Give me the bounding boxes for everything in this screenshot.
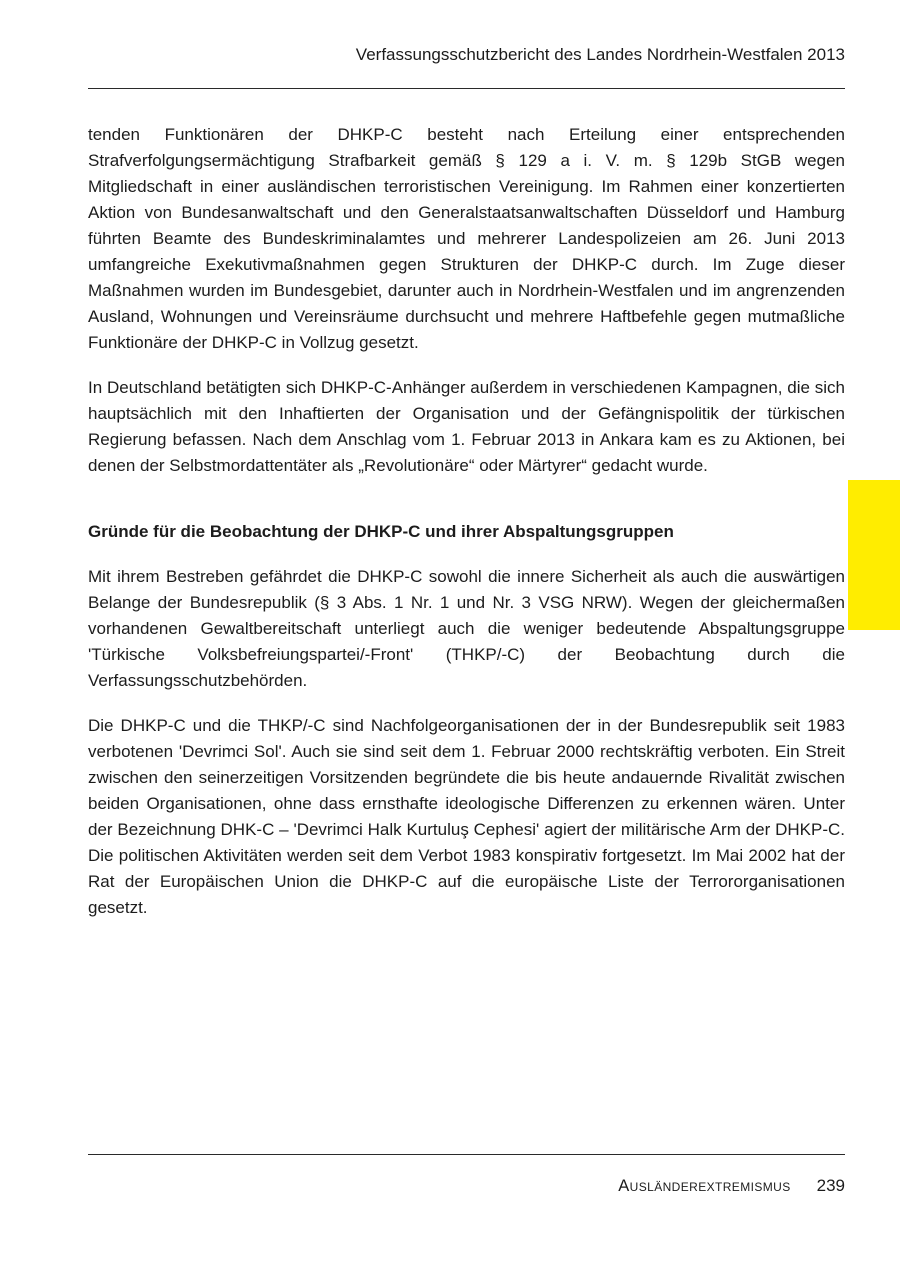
chapter-edge-marker	[848, 480, 900, 630]
page-body	[88, 122, 845, 940]
footer-line	[88, 1176, 845, 1196]
section-heading: Gründe für die Beobachtung der DHKP-C und ihrer Abspaltungsgruppen	[88, 522, 674, 541]
body-paragraph-1: tenden Funktionären der DHKP-C besteht nach Erteilung einer entsprechenden Strafverfolgungsermächtigung Strafbarkeit gemäß § 129 a i. V. m. § 129b StGB wegen Mitgliedschaft in einer ausländischen terroristischen Vereinigung. Im Rahmen einer konzertierten Aktion von Bundesanwaltschaft und den Generalstaatsanwaltschaften Düsseldorf und Hamburg führten Beamte des Bundeskriminalamtes und mehrerer Landespolizeien am 26. Juni 2013 umfangreiche Exekutivmaßnahmen gegen Strukturen der DHKP-C durch. Im Zuge dieser Maßnahmen wurden im Bundesgebiet, darunter auch in Nordrhein-Westfalen und im angrenzenden Ausland, Wohnungen und Vereinsräume durchsucht und mehrere Haftbefehle gegen mutmaßliche Funktionäre der DHKP-C in Vollzug gesetzt.	[88, 125, 845, 352]
header-rule	[88, 88, 845, 89]
body-paragraph-4: Die DHKP-C und die THKP/-C sind Nachfolgeorganisationen der in der Bundesrepublik seit 1983 verbotenen 'Devrimci Sol'. Auch sie sind seit dem 1. Februar 2000 rechtskräftig verboten. Ein Streit zwischen den seinerzeitigen Vorsitzenden begründete die bis heute andauernde Rivalität zwischen beiden Organisationen, ohne dass ernsthafte ideologische Differenzen zu erkennen wären. Unter der Bezeichnung DHK-C – 'Devrimci Halk Kurtuluş Cephesi' agiert der militärische Arm der DHKP-C. Die politischen Aktivitäten werden seit dem Verbot 1983 konspirativ fortgesetzt. Im Mai 2002 hat der Rat der Europäischen Union die DHKP-C auf die europäische Liste der Terrororganisationen gesetzt.	[88, 716, 845, 917]
page-number: 239	[816, 1176, 845, 1195]
footer-rule	[88, 1154, 845, 1155]
body-paragraph-3: Mit ihrem Bestreben gefährdet die DHKP-C sowohl die innere Sicherheit als auch die auswärtigen Belange der Bundesrepublik (§ 3 Abs. 1 Nr. 1 und Nr. 3 VSG NRW). Wegen der gleichermaßen vorhandenen Gewaltbereitschaft unterliegt auch die weniger bedeutende Abspaltungsgruppe 'Türkische Volksbefreiungspartei/-Front' (THKP/-C) der Beobachtung durch die Verfassungsschutzbehörden.	[88, 567, 845, 690]
body-paragraph-2: In Deutschland betätigten sich DHKP-C-Anhänger außerdem in verschiedenen Kampagnen, die sich hauptsächlich mit den Inhaftierten der Organisation und der Gefängnispolitik der türkischen Regierung befassen. Nach dem Anschlag vom 1. Februar 2013 in Ankara kam es zu Aktionen, bei denen der Selbstmordattentäter als „Revolutionäre“ oder Märtyrer“ gedacht wurde.	[88, 378, 845, 475]
page-header	[88, 44, 845, 66]
footer-section-label: Ausländerextremismus	[618, 1177, 791, 1195]
running-header-title: Verfassungsschutzbericht des Landes Nordrhein-Westfalen 2013	[355, 45, 845, 64]
